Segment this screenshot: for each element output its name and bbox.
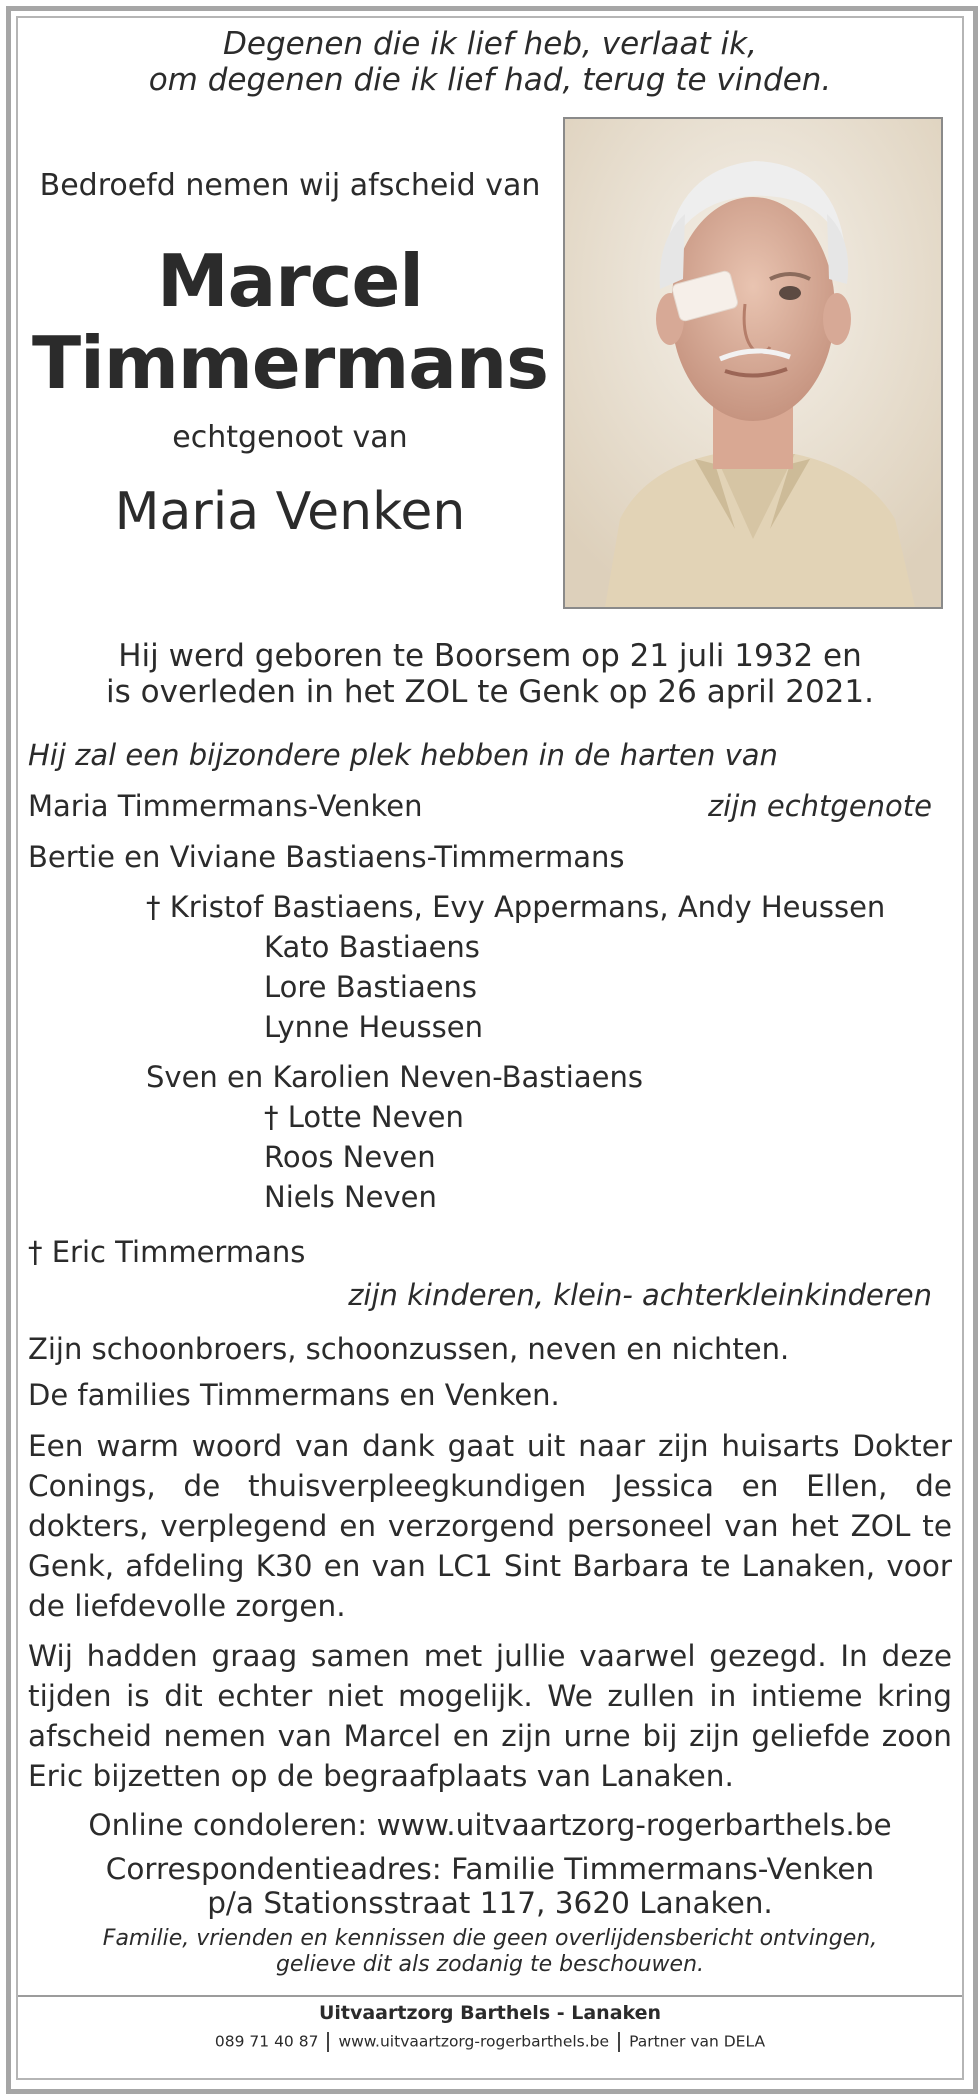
birth-death-info bbox=[40, 638, 940, 710]
footer-separator bbox=[327, 2032, 329, 2052]
notice bbox=[40, 1926, 940, 1978]
family-child-1: Bertie en Viviane Bastiaens-Timmermans bbox=[28, 840, 625, 874]
spouse-name: Maria Venken bbox=[114, 482, 466, 542]
motto bbox=[40, 26, 940, 98]
notice-line-2: gelieve dit als zodanig te beschouwen. bbox=[275, 1952, 705, 1977]
portrait-illustration bbox=[565, 119, 941, 607]
footer-website: www.uitvaartzorg-rogerbarthels.be bbox=[338, 2032, 610, 2051]
motto-line-2: om degenen die ik lief had, terug te vinden. bbox=[148, 62, 832, 98]
family-wife-role: zijn echtgenote bbox=[707, 789, 932, 823]
footer-separator bbox=[618, 2032, 620, 2052]
family-wife: Maria Timmermans-Venken bbox=[28, 789, 423, 823]
spouse-intro: echtgenoot van bbox=[172, 420, 408, 455]
family-great-grandchild-6: Niels Neven bbox=[264, 1180, 437, 1214]
relatives-line-1: Zijn schoonbroers, schoonzussen, neven en nichten. bbox=[28, 1332, 790, 1366]
portrait-photo bbox=[563, 117, 943, 609]
deceased-name bbox=[30, 240, 550, 404]
birth-line: Hij werd geboren te Boorsem op 21 juli 1932 en bbox=[118, 638, 862, 674]
family-grandchild-1: † Kristof Bastiaens, Evy Appermans, Andy Heussen bbox=[146, 890, 886, 924]
family-intro: Hij zal een bijzondere plek hebben in de harten van bbox=[28, 738, 778, 772]
footer-contact bbox=[40, 2032, 940, 2052]
deceased-first-name: Marcel bbox=[157, 239, 423, 323]
family-great-grandchild-5: Roos Neven bbox=[264, 1140, 436, 1174]
footer-partner: Partner van DELA bbox=[629, 2032, 766, 2051]
notice-line-1: Familie, vrienden en kennissen die geen overlijdensbericht ontvingen, bbox=[102, 1926, 878, 1951]
farewell-paragraph: Wij hadden graag samen met jullie vaarwel gezegd. In deze tijden is dit echter niet mogelijk. We zullen in intieme kring afscheid nemen van Marcel en zijn urne bij zijn geliefde zoon Eric bijzetten op de begraafplaats van Lanaken. bbox=[28, 1639, 952, 1793]
family-great-grandchild-2: Lore Bastiaens bbox=[264, 970, 478, 1004]
deceased-last-name: Timmermans bbox=[32, 321, 548, 405]
death-line: is overleden in het ZOL te Genk op 26 april 2021. bbox=[106, 674, 874, 710]
footer-divider bbox=[18, 1995, 962, 1997]
family-grandchild-2: Sven en Karolien Neven-Bastiaens bbox=[146, 1060, 643, 1094]
thanks-paragraph: Een warm woord van dank gaat uit naar zijn huisarts Dokter Conings, de thuisverpleegkundigen Jessica en Ellen, de dokters, verplegend en verzorgend personeel van het ZOL te Genk, afdeling K30 en van LC1 Sint Barbara te Lanaken, voor de liefdevolle zorgen. bbox=[28, 1429, 952, 1623]
footer-phone: 089 71 40 87 bbox=[214, 2032, 319, 2051]
family-children-role: zijn kinderen, klein- achterkleinkinderen bbox=[348, 1278, 932, 1312]
address-line-1: Correspondentieadres: Familie Timmermans-Venken bbox=[105, 1852, 875, 1886]
family-great-grandchild-3: Lynne Heussen bbox=[264, 1010, 483, 1044]
online-condolences: Online condoleren: www.uitvaartzorg-rogerbarthels.be bbox=[88, 1808, 892, 1842]
intro-text: Bedroefd nemen wij afscheid van bbox=[39, 168, 541, 203]
family-great-grandchild-4: † Lotte Neven bbox=[264, 1100, 464, 1134]
family-great-grandchild-1: Kato Bastiaens bbox=[264, 930, 480, 964]
family-child-2: † Eric Timmermans bbox=[28, 1235, 306, 1269]
footer-title: Uitvaartzorg Barthels - Lanaken bbox=[318, 2002, 662, 2024]
address-line-2: p/a Stationsstraat 117, 3620 Lanaken. bbox=[207, 1886, 773, 1920]
relatives-line-2: De families Timmermans en Venken. bbox=[28, 1378, 560, 1412]
correspondence-address bbox=[40, 1852, 940, 1920]
motto-line-1: Degenen die ik lief heb, verlaat ik, bbox=[223, 26, 757, 62]
